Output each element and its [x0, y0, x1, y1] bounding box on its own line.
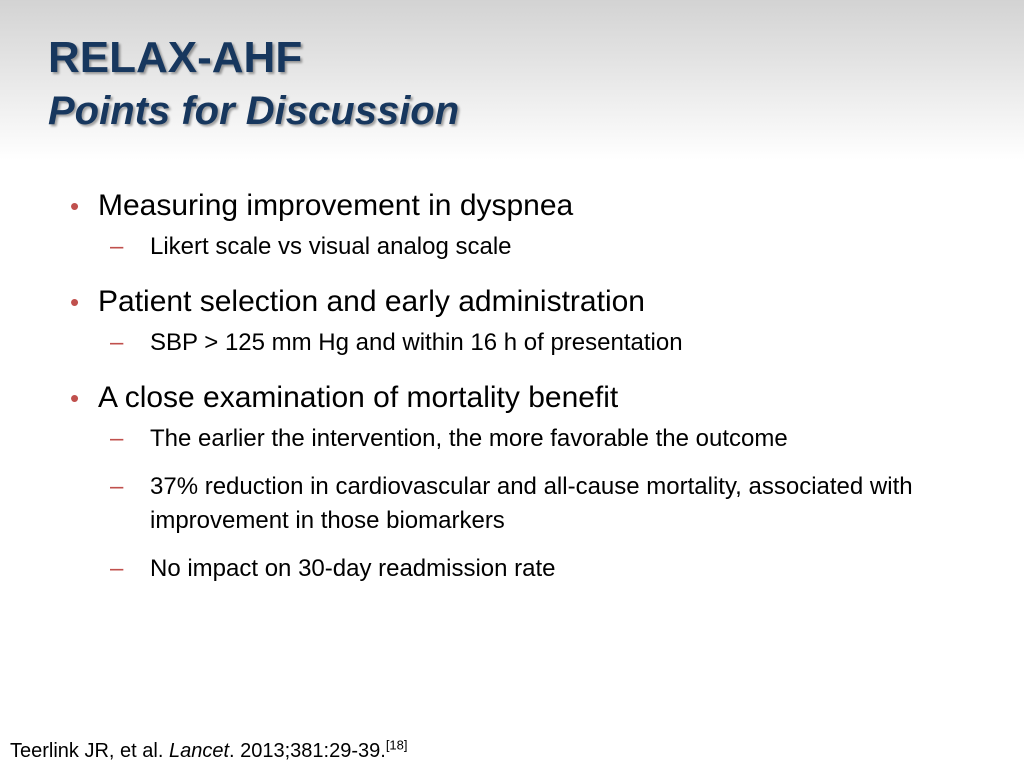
- slide-title: RELAX-AHF: [48, 33, 303, 82]
- bullet-item: [70, 374, 970, 422]
- sub-bullet-item: [70, 326, 970, 360]
- sub-bullet-text: The earlier the intervention, the more favorable the outcome: [150, 425, 788, 452]
- bullet-marker: •: [70, 191, 80, 221]
- sub-bullet-item: [70, 470, 970, 538]
- title-block: [48, 30, 459, 136]
- sub-bullet-item: [70, 552, 970, 586]
- bullet-marker: •: [70, 287, 80, 317]
- sub-bullet-marker: –: [110, 425, 124, 452]
- sub-bullet-marker: –: [110, 473, 124, 500]
- bullet-item: [70, 278, 970, 326]
- citation-journal: Lancet: [168, 740, 230, 762]
- citation: [10, 738, 408, 764]
- sub-bullet-item: [70, 422, 970, 456]
- sub-bullet-text: 37% reduction in cardiovascular and all-cause mortality, associated with improvement in those biomarkers: [150, 473, 913, 534]
- sub-bullet-marker: –: [110, 233, 124, 260]
- sub-bullet-text: Likert scale vs visual analog scale: [150, 233, 512, 260]
- citation-details: . 2013;381:29-39.: [229, 740, 386, 762]
- sub-bullet-marker: –: [110, 329, 124, 356]
- bullet-text: Measuring improvement in dyspnea: [98, 189, 574, 222]
- sub-bullet-item: [70, 230, 970, 264]
- bullet-list: [70, 182, 970, 586]
- bullet-marker: •: [70, 383, 80, 413]
- slide-subtitle: Points for Discussion: [48, 89, 460, 133]
- bullet-text: Patient selection and early administration: [98, 285, 645, 318]
- sub-bullet-text: No impact on 30-day readmission rate: [150, 555, 556, 582]
- bullet-item: [70, 182, 970, 230]
- citation-authors: Teerlink JR, et al.: [10, 740, 169, 762]
- citation-reference-number: [18]: [385, 737, 408, 753]
- sub-bullet-text: SBP > 125 mm Hg and within 16 h of presentation: [150, 329, 683, 356]
- sub-bullet-marker: –: [110, 555, 124, 582]
- bullet-text: A close examination of mortality benefit: [98, 381, 619, 414]
